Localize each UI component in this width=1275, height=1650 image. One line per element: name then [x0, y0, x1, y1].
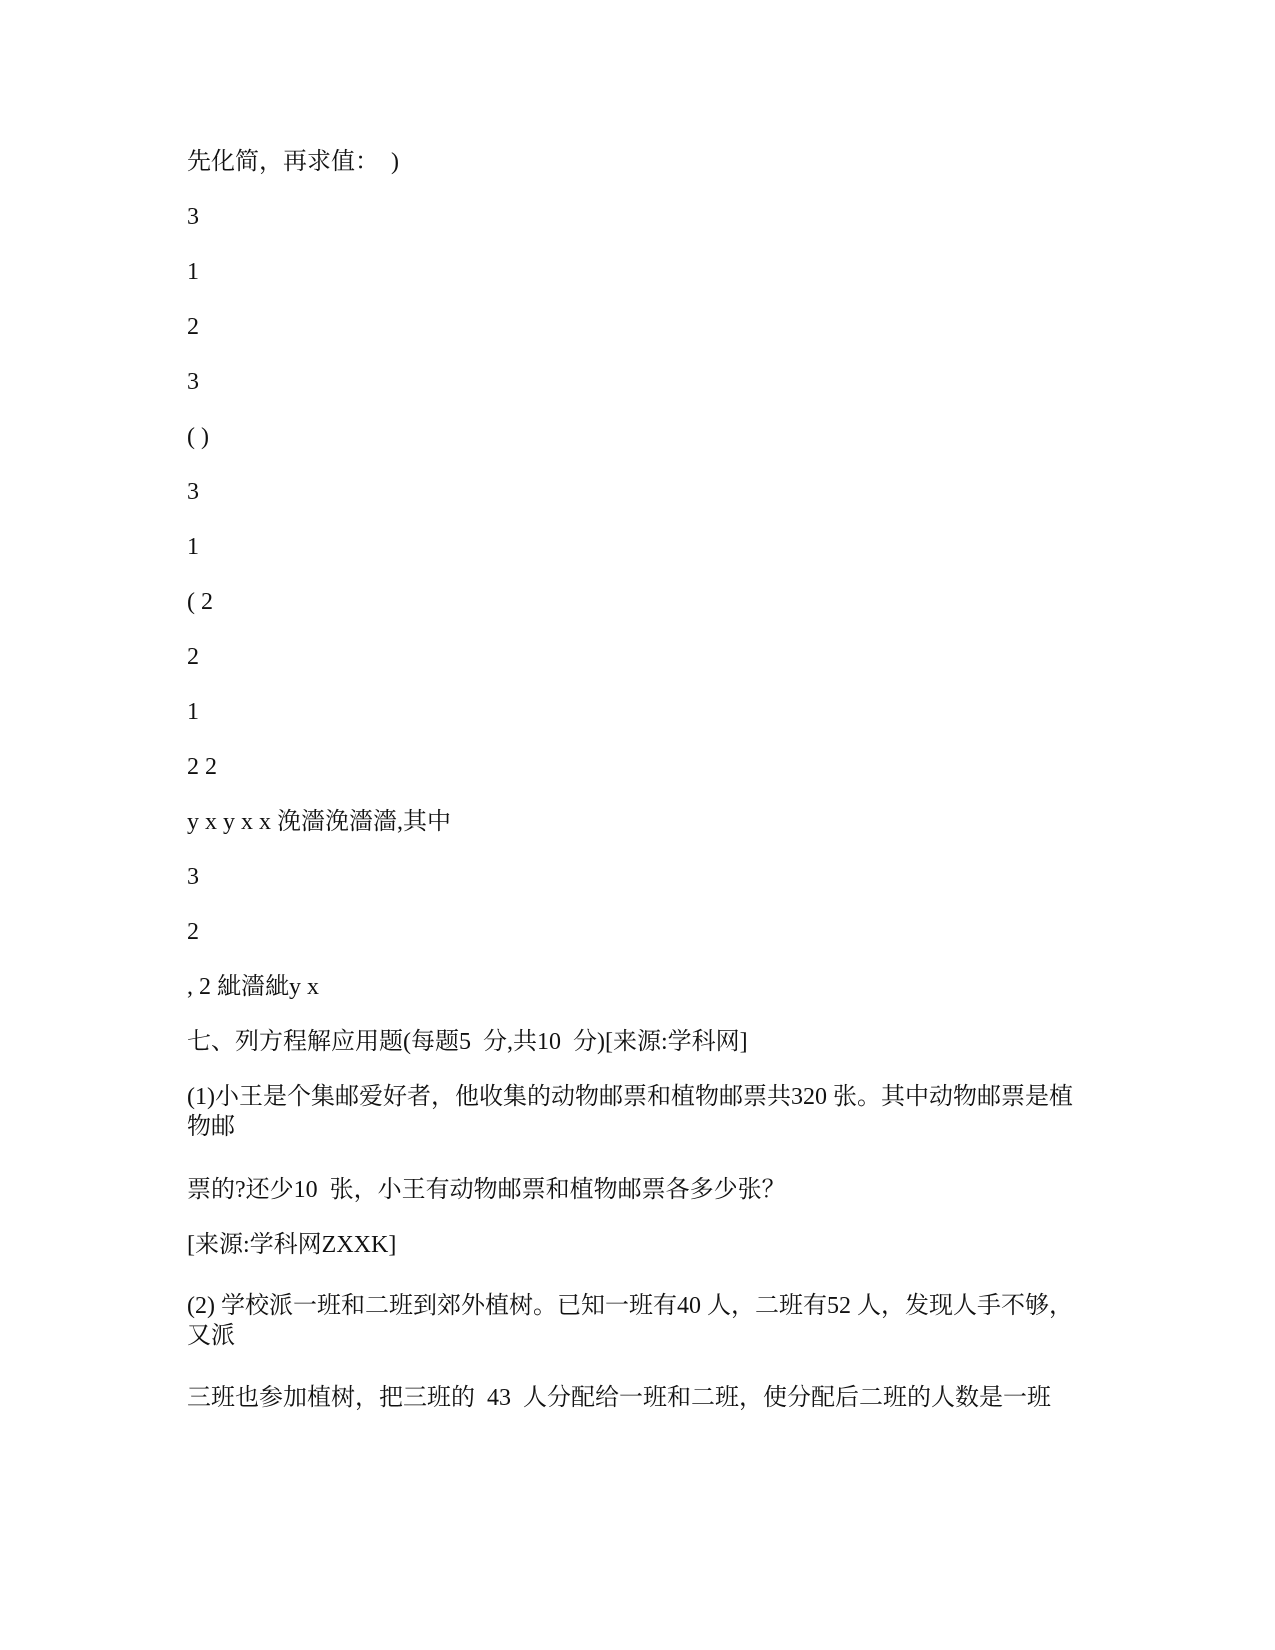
problem-1-text: (1)小王是个集邮爱好者，他收集的动物邮票和植物邮票共320 张。其中动物邮票是植物邮 — [187, 1084, 1073, 1140]
math-fragment: 3 — [187, 479, 199, 505]
math-fragment: 2 — [187, 314, 199, 340]
problem-2-continuation: 三班也参加植树，把三班的 43 人分配给一班和二班，使分配后二班的人数是一班 — [187, 1385, 1051, 1411]
math-fragment: 3 — [187, 369, 199, 395]
math-fragment: 1 — [187, 259, 199, 285]
math-fragment: ( ) — [187, 424, 209, 450]
math-fragment: 2 2 — [187, 754, 217, 780]
math-fragment: 1 — [187, 534, 199, 560]
math-fragment: 1 — [187, 699, 199, 725]
math-fragment: ( 2 — [187, 589, 213, 615]
section-heading: 七、列方程解应用题(每题5 分,共10 分)[来源:学科网] — [187, 1029, 748, 1055]
problem-1-continuation: 票的?还少10 张，小王有动物邮票和植物邮票各多少张？ — [187, 1177, 786, 1203]
source-note: [来源:学科网ZXXK] — [187, 1232, 397, 1258]
instruction-simplify: 先化简，再求值： ) — [187, 149, 399, 175]
math-fragment: 3 — [187, 864, 199, 890]
problem-2-text: (2) 学校派一班和二班到郊外植树。已知一班有40 人，二班有52 人，发现人手不够，又派 — [187, 1293, 1073, 1349]
math-fragment: 2 — [187, 919, 199, 945]
math-fragment: 3 — [187, 204, 199, 230]
math-condition: , 2 紪濇紪y x — [187, 974, 319, 1000]
math-fragment: 2 — [187, 644, 199, 670]
math-expression: y x y x x 浼濇浼濇濇,其中 — [187, 809, 451, 835]
